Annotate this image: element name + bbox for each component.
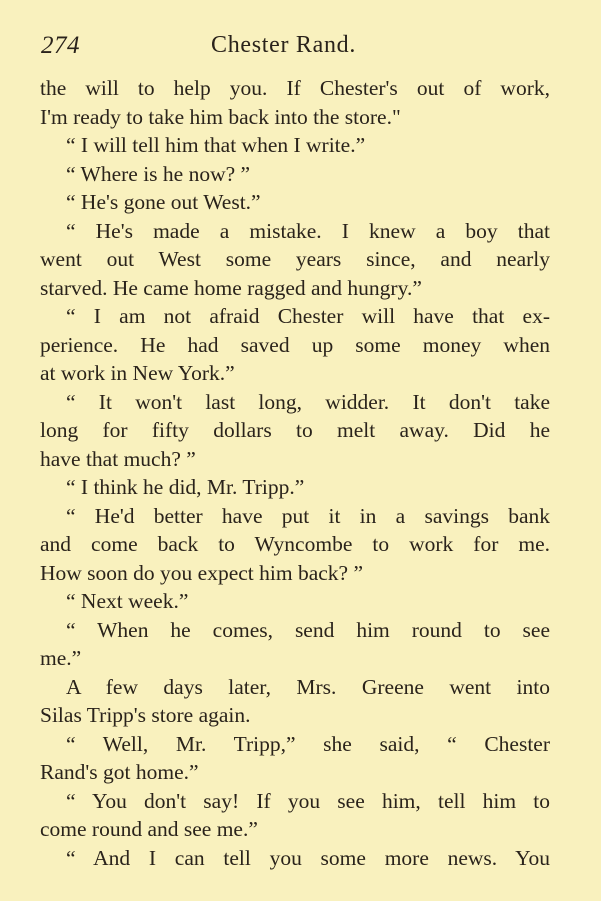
- text-line: “ And I can tell you some more news. You: [66, 845, 550, 870]
- text-line: A few days later, Mrs. Greene went into: [66, 674, 550, 699]
- text-line: Rand's got home.”: [40, 760, 199, 784]
- running-title: Chester Rand.: [211, 32, 357, 58]
- page-number: 274: [41, 32, 80, 59]
- text-line: “ Well, Mr. Tripp,” she said, “ Chester: [66, 731, 550, 756]
- text-line: “ I think he did, Mr. Tripp.”: [66, 475, 305, 499]
- text-line: “ Next week.”: [66, 589, 189, 613]
- text-line: “ He's made a mistake. I knew a boy that: [66, 218, 550, 243]
- text-line: “ I am not afraid Chester will have that ex-: [66, 304, 550, 328]
- text-line: me.”: [40, 646, 82, 670]
- text-line: “ He'd better have put it in a savings bank: [66, 503, 550, 528]
- text-line: went out West some years since, and nearly: [40, 247, 550, 271]
- text-line: How soon do you expect him back? ”: [40, 560, 364, 585]
- text-line: “ Where is he now? ”: [66, 161, 251, 186]
- text-line: “ It won't last long, widder. It don't take: [66, 389, 550, 414]
- text-line: “ You don't say! If you see him, tell him to: [66, 788, 550, 813]
- page-body-text: [40, 74, 550, 872]
- text-line: I'm ready to take him back into the store.": [40, 104, 401, 129]
- page-header: [41, 30, 571, 62]
- text-line: the will to help you. If Chester's out of work,: [40, 76, 550, 100]
- text-line: perience. He had saved up some money when: [40, 332, 550, 357]
- text-line: “ I will tell him that when I write.”: [66, 133, 366, 157]
- text-line: starved. He came home ragged and hungry.”: [40, 275, 422, 300]
- text-line: Silas Tripp's store again.: [40, 703, 251, 727]
- text-line: have that much? ”: [40, 446, 196, 471]
- text-line: “ He's gone out West.”: [66, 190, 261, 214]
- text-line: “ When he comes, send him round to see: [66, 617, 550, 642]
- text-line: long for fifty dollars to melt away. Did he: [40, 418, 550, 442]
- text-line: and come back to Wyncombe to work for me.: [40, 532, 550, 556]
- text-line: come round and see me.”: [40, 817, 258, 841]
- text-line: at work in New York.”: [40, 361, 235, 385]
